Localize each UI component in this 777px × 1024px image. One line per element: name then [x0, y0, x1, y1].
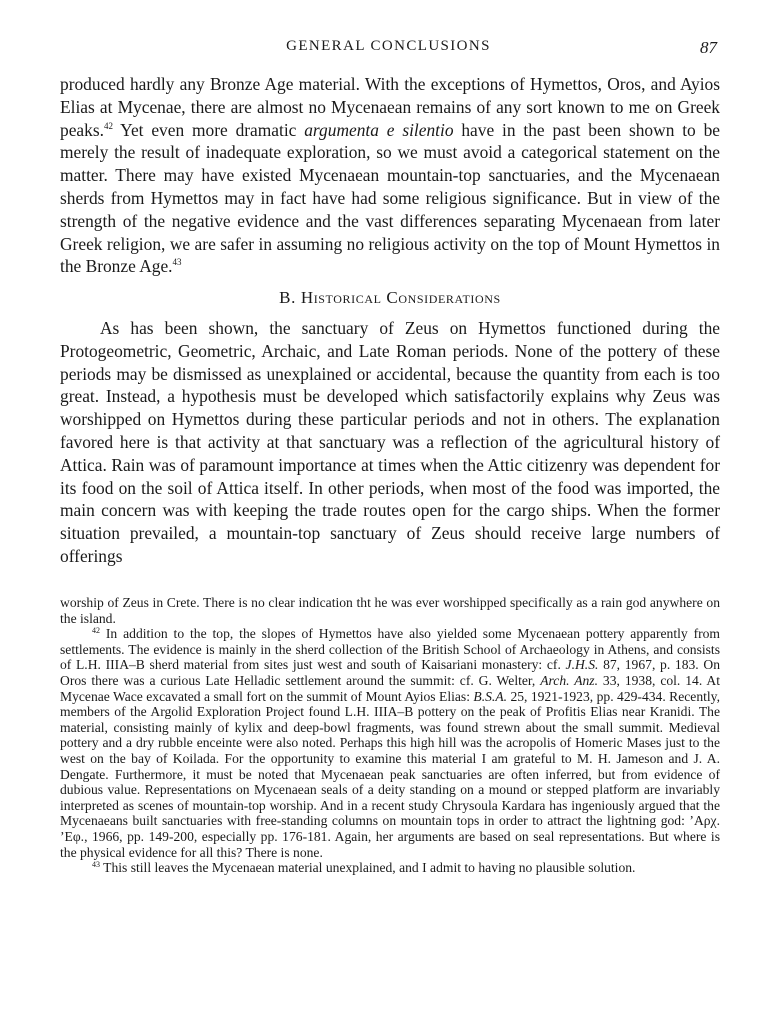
footnote-number: 42	[92, 626, 100, 636]
section-title: Historical Considerations	[300, 288, 501, 308]
text-run: 87, 1967, p. 183. On Oros there was a curious Late Helladic settlement around the summit: cf. G. Welter,	[60, 657, 720, 688]
footnote-continued: worship of Zeus in Crete. There is no clear indication tht he was ever worshipped specifically as a rain god anywhere on the island.	[60, 595, 720, 626]
footnotes	[60, 595, 720, 876]
footnote-number: 43	[92, 860, 100, 870]
footnote-ref-42: 42	[103, 120, 113, 131]
citation-title: Arch. Anz.	[540, 672, 598, 688]
text-run: 25, 1921-1923, pp. 429-434. Recently, members of the Argolid Exploration Project found L.H. IIIA–B pottery on the peak of Profitis Elias near Kranidi. The material, consisting mainly of kylix and deep-bowl fragments, was found strewn about the small summit. Medieval pottery and a dry rubble enceinte were also noted. Perhaps this high hill was the acropolis of Homeric Mases just to the west on the bay of Koilada. For the opportunity to examine this material I am grateful to M. H. Jameson and J. A. Dengate. Furthermore, it must be noted that Mycenaean peak sanctuaries are often inferred, but from evidence of dubious value. Representations on Mycenaean seals of a deity standing on a mound or stepped platform are invariably interpreted as scenes of mountain-top worship. And in a recent study Chrysoula Kardara has ingeniously argued that the Mycenaeans built sanctuaries with free-standing columns on mountain tops in order to attract the lightning god: ’Αρχ. ’Εφ., 1966, pp. 149-200, especially pp. 176-181. Again, her arguments are based on seal representations. But where is the physical evidence for all this? There is none.	[60, 688, 720, 860]
footnote-ref-43: 43	[172, 257, 182, 268]
text-run: produced hardly any Bronze Age material. With the exceptions of Hymettos, Oros, and Ayios Elias at Mycenae, there are almost no Mycenaean remains of any sort known to me on Greek peaks.	[60, 74, 720, 140]
main-text	[60, 73, 720, 568]
text-run: 33, 1938, col. 14. At Mycenae Wace excavated a small fort on the summit of Mount Ayios Elias:	[60, 672, 720, 704]
citation-title: B.S.A.	[473, 688, 508, 704]
text-run: This still leaves the Mycenaean material unexplained, and I admit to having no plausible solution.	[100, 860, 636, 876]
paragraph-1	[60, 73, 720, 278]
section-letter: B.	[279, 288, 301, 308]
section-heading	[60, 287, 720, 310]
paragraph-2: As has been shown, the sanctuary of Zeus on Hymettos functioned during the Protogeometric, Geometric, Archaic, and Late Roman periods. None of the pottery of these periods may be dismissed as unexplained or accidental, because the quantity from each is too great. Instead, a hypothesis must be developed which satisfactorily explains why Zeus was worshipped on Hymettos during these particular periods and not in others. The explanation favored here is that activity at that sanctuary was a reflection of the agricultural history of Attica. Rain was of paramount importance at times when the Attic citizenry was dependent for its food on the soil of Attica itself. In other periods, when most of the food was imported, the main concern was with keeping the trade routes open for the cargo ships. When the former situation prevailed, a mountain-top sanctuary of Zeus should receive large numbers of offerings	[60, 317, 720, 566]
text-run: In addition to the top, the slopes of Hymettos have also yielded some Mycenaean pottery apparently from settlements. The evidence is mainly in the sherd collection of the British School of Archaeology in Athens, and consists of L.H. IIIA–B sherd material from sites just west and south of Kaisariani monastery: cf.	[60, 626, 720, 673]
citation-title: J.H.S.	[565, 657, 599, 673]
page-header	[60, 38, 717, 60]
running-head: GENERAL CONCLUSIONS	[286, 38, 491, 54]
text-run: have in the past been shown to be merely the result of inadequate exploration, so we must avoid a categorical statement on the matter. There may have existed Mycenaean mountain-top sanctuaries, and the Mycenaean sherds from Hymettos may in fact have had some religious significance. But in view of the strength of the negative evidence and the vast differences separating Mycenaean from later Greek religion, we are safer in assuming no religious activity on the top of Mount Hymettos in the Bronze Age.	[60, 119, 720, 277]
latin-phrase: argumenta e silentio	[304, 119, 454, 140]
footnote-42	[60, 626, 720, 860]
text-run: Yet even more dramatic	[112, 119, 305, 140]
footnote-43	[60, 860, 720, 876]
page-number: 87	[700, 38, 717, 57]
